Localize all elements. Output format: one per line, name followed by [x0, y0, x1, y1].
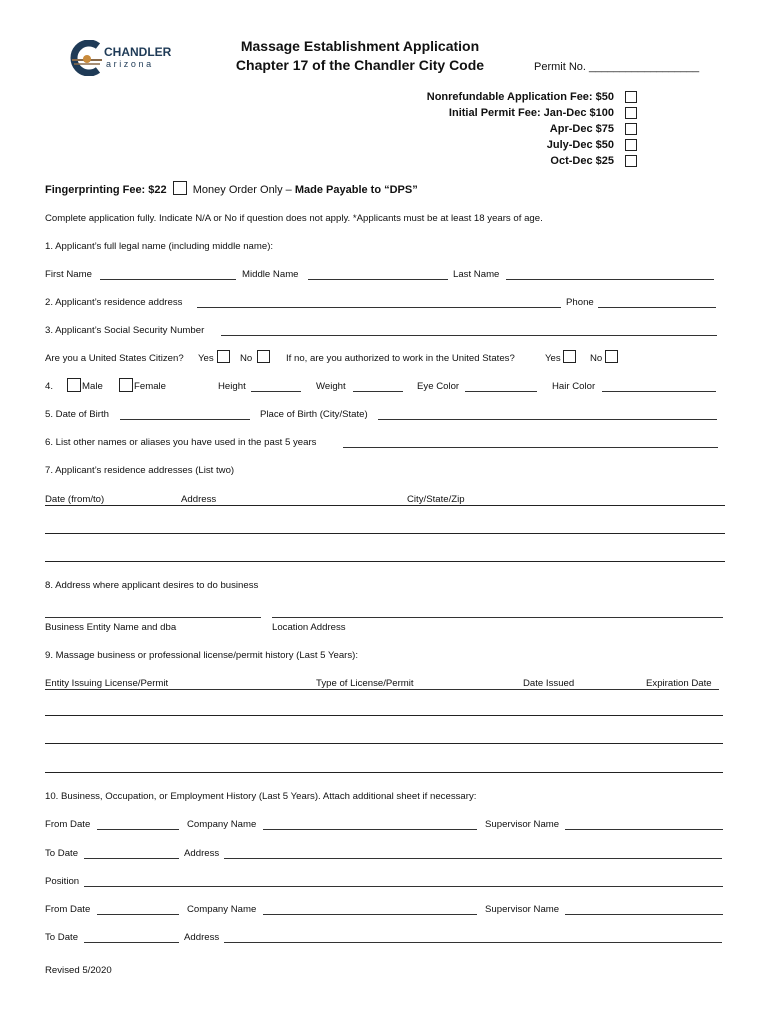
female-label: Female — [134, 381, 166, 392]
employer-address-label: Address — [184, 848, 220, 859]
position-label: Position — [45, 876, 80, 887]
q4-number: 4. — [45, 381, 54, 392]
auth-question: If no, are you authorized to work in the United States? — [286, 353, 515, 364]
q9-header-issued: Date Issued — [523, 678, 575, 689]
from-date-label: From Date — [45, 819, 91, 830]
q9-header-type: Type of License/Permit — [316, 678, 414, 689]
permit-number-field[interactable]: Permit No. __________________ — [534, 61, 700, 73]
auth-no-checkbox[interactable] — [605, 350, 618, 363]
employer-address-field[interactable] — [224, 858, 722, 859]
business-entity-label: Business Entity Name and dba — [45, 622, 177, 633]
aliases-field[interactable] — [343, 447, 718, 448]
last-name-field[interactable] — [506, 279, 714, 280]
ssn-field[interactable] — [221, 335, 717, 336]
eye-color-label: Eye Color — [417, 381, 460, 392]
employer-address-field[interactable] — [224, 942, 722, 943]
q7-header-underline — [45, 505, 725, 506]
female-checkbox[interactable] — [119, 378, 133, 392]
location-address-field[interactable] — [272, 617, 723, 618]
page-title: Massage Establishment Application — [240, 38, 480, 54]
fee-oct: Oct-Dec $25 — [550, 155, 614, 167]
fee-initial-checkbox[interactable] — [625, 107, 637, 119]
location-address-label: Location Address — [272, 622, 346, 633]
company-name-label: Company Name — [187, 819, 257, 830]
pob-label: Place of Birth (City/State) — [260, 409, 368, 420]
phone-label: Phone — [566, 297, 594, 308]
from-date-label: From Date — [45, 904, 91, 915]
q9-row-line[interactable] — [45, 743, 723, 744]
first-name-field[interactable] — [100, 279, 236, 280]
fee-initial: Initial Permit Fee: Jan-Dec $100 — [448, 107, 614, 119]
male-checkbox[interactable] — [67, 378, 81, 392]
q7-header-date: Date (from/to) — [45, 494, 105, 505]
citizen-yes-checkbox[interactable] — [217, 350, 230, 363]
from-date-field[interactable] — [97, 829, 179, 830]
employer-address-label: Address — [184, 932, 220, 943]
q6-label: 6. List other names or aliases you have used in the past 5 years — [45, 437, 317, 448]
q7-label: 7. Applicant’s residence addresses (List two) — [45, 465, 235, 476]
fingerprint-label: Fingerprinting Fee: $22 — [45, 184, 167, 196]
auth-yes-label: Yes — [545, 353, 561, 364]
fee-nonrefundable-checkbox[interactable] — [625, 91, 637, 103]
supervisor-name-label: Supervisor Name — [485, 904, 560, 915]
chandler-logo — [68, 40, 180, 76]
auth-yes-checkbox[interactable] — [563, 350, 576, 363]
fingerprint-row — [45, 181, 418, 196]
to-date-field[interactable] — [84, 858, 179, 859]
supervisor-name-label: Supervisor Name — [485, 819, 560, 830]
fee-july: July-Dec $50 — [546, 139, 614, 151]
q9-row-line[interactable] — [45, 715, 723, 716]
citizen-no-checkbox[interactable] — [257, 350, 270, 363]
eye-color-field[interactable] — [465, 391, 537, 392]
weight-label: Weight — [316, 381, 346, 392]
q2-label: 2. Applicant’s residence address — [45, 297, 183, 308]
q8-label: 8. Address where applicant desires to do business — [45, 580, 259, 591]
to-date-label: To Date — [45, 848, 79, 859]
hair-color-label: Hair Color — [552, 381, 596, 392]
height-label: Height — [218, 381, 246, 392]
revised-date: Revised 5/2020 — [45, 965, 112, 976]
fingerprint-checkbox[interactable] — [173, 181, 187, 195]
q9-label: 9. Massage business or professional license/permit history (Last 5 Years): — [45, 650, 359, 661]
citizen-no-label: No — [240, 353, 253, 364]
fee-oct-checkbox[interactable] — [625, 155, 637, 167]
pob-field[interactable] — [378, 419, 717, 420]
dob-field[interactable] — [120, 419, 250, 420]
citizen-yes-label: Yes — [198, 353, 214, 364]
middle-name-label: Middle Name — [242, 269, 299, 280]
company-name-field[interactable] — [263, 829, 477, 830]
company-name-field[interactable] — [263, 914, 477, 915]
chandler-logo-icon — [68, 40, 106, 76]
instructions: Complete application fully. Indicate N/A or No if question does not apply. *Applicants must be at least 18 years of age. — [45, 213, 543, 224]
money-order-text: Money Order Only – — [192, 184, 295, 196]
residence-address-field[interactable] — [197, 307, 561, 308]
from-date-field[interactable] — [97, 914, 179, 915]
fee-apr-checkbox[interactable] — [625, 123, 637, 135]
payable-text: Made Payable to “DPS” — [294, 184, 418, 196]
fee-nonrefundable: Nonrefundable Application Fee: $50 — [426, 91, 614, 103]
last-name-label: Last Name — [453, 269, 500, 280]
q9-header-entity: Entity Issuing License/Permit — [45, 678, 169, 689]
citizen-question: Are you a United States Citizen? — [45, 353, 184, 364]
weight-field[interactable] — [353, 391, 403, 392]
company-name-label: Company Name — [187, 904, 257, 915]
q9-header-underline — [45, 689, 719, 690]
middle-name-field[interactable] — [308, 279, 448, 280]
logo-name: CHANDLER — [104, 45, 172, 59]
q1-label: 1. Applicant’s full legal name (including middle name): — [45, 241, 274, 252]
logo-sub: arizona — [106, 59, 154, 69]
auth-no-label: No — [590, 353, 603, 364]
fee-apr: Apr-Dec $75 — [549, 123, 614, 135]
q7-header-city: City/State/Zip — [407, 494, 465, 505]
hair-color-field[interactable] — [602, 391, 716, 392]
q7-header-address: Address — [181, 494, 217, 505]
fee-july-checkbox[interactable] — [625, 139, 637, 151]
supervisor-name-field[interactable] — [565, 829, 723, 830]
page-subtitle: Chapter 17 of the Chandler City Code — [235, 57, 485, 73]
q9-header-expiration: Expiration Date — [646, 678, 712, 689]
phone-field[interactable] — [598, 307, 716, 308]
to-date-field[interactable] — [84, 942, 179, 943]
dob-label: 5. Date of Birth — [45, 409, 109, 420]
q7-row-line[interactable] — [45, 561, 725, 562]
position-field[interactable] — [84, 886, 723, 887]
supervisor-name-field[interactable] — [565, 914, 723, 915]
height-field[interactable] — [251, 391, 301, 392]
business-entity-field[interactable] — [45, 617, 261, 618]
q7-row-line[interactable] — [45, 533, 725, 534]
to-date-label: To Date — [45, 932, 79, 943]
q9-row-line[interactable] — [45, 772, 723, 773]
male-label: Male — [82, 381, 103, 392]
q10-label: 10. Business, Occupation, or Employment History (Last 5 Years). Attach additional sheet if necessary: — [45, 791, 477, 802]
q3-label: 3. Applicant’s Social Security Number — [45, 325, 205, 336]
first-name-label: First Name — [45, 269, 92, 280]
